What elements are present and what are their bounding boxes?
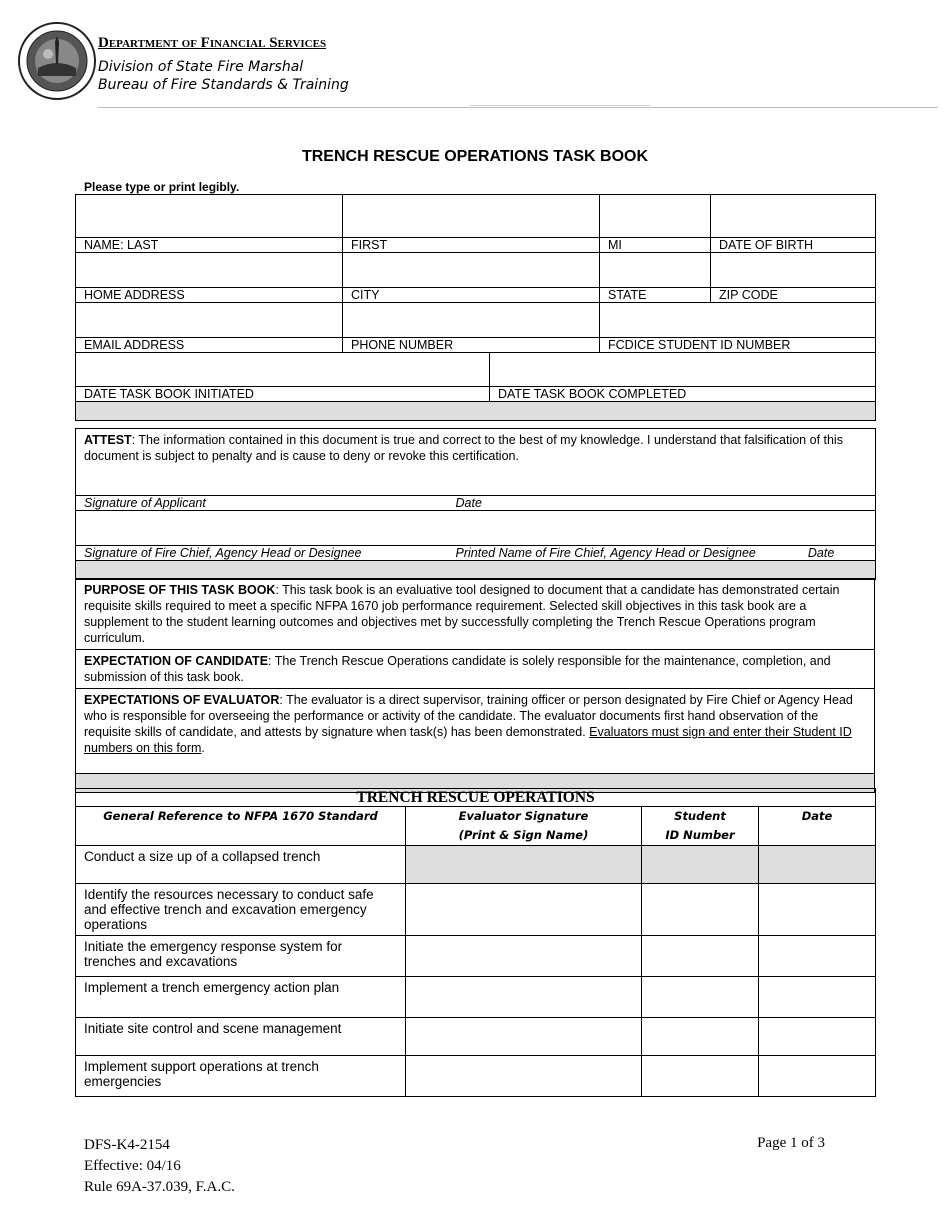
attest-label: ATTEST [84, 433, 132, 447]
purpose-text: : This task book is an evaluative tool designed to document that a candidate has demonstrated certain requisite skills required to meet a specific NFPA 1670 job performance requirement. Selected skill objectives in this task book are a supplement to the student learning outcomes and objectives met by successfully completing the Trench Rescue Operations program curriculum. [84, 583, 840, 645]
table-row [76, 977, 876, 1018]
evaluator-end: . [201, 741, 205, 755]
evaluator-label: EXPECTATIONS OF EVALUATOR [84, 693, 280, 707]
task-description: Identify the resources necessary to conduct safe and effective trench and excavation emergency operations [76, 884, 406, 936]
page-number: Page 1 of 3 [757, 1135, 825, 1151]
task-description: Initiate the emergency response system for trenches and excavations [76, 936, 406, 977]
state-label: STATE [600, 288, 711, 303]
last-name-input[interactable] [76, 195, 343, 238]
operations-caption: TRENCH RESCUE OPERATIONS [76, 789, 876, 807]
table-row [76, 1056, 876, 1097]
state-input[interactable] [600, 253, 711, 288]
student-id-cell[interactable] [642, 1018, 759, 1056]
date-cell[interactable] [759, 1018, 876, 1056]
student-id-cell[interactable] [642, 936, 759, 977]
task-description: Implement support operations at trench emergencies [76, 1056, 406, 1097]
form-footer [84, 1135, 235, 1198]
evaluator-section [76, 689, 875, 774]
col-header-signature-line2: (Print & Sign Name) [458, 828, 589, 842]
col-header-student-id-line2: ID Number [665, 828, 735, 842]
dob-input[interactable] [711, 195, 876, 238]
date-completed-input[interactable] [490, 353, 876, 387]
effective-date: Effective: 04/16 [84, 1158, 181, 1174]
candidate-text: : The Trench Rescue Operations candidate is solely responsible for the maintenance, completion, and submission of this task book. [84, 654, 831, 684]
first-name-label: FIRST [343, 238, 600, 253]
col-header-date: Date [759, 807, 876, 846]
evaluator-requirement: Evaluators must sign and enter their Student ID numbers on this form [84, 725, 852, 755]
date-cell[interactable] [759, 1056, 876, 1097]
evaluator-text: : The evaluator is a direct supervisor, training officer or person designated by Fire Chief or Agency Head who is responsible for overseeing the performance or activity of the candidate. The evaluator documents first hand observation of the requisite skills of candidate, and attests by signature when task(s) has been demonstrated. [84, 693, 853, 739]
division-name: Division of State Fire Marshal [98, 59, 304, 75]
first-name-input[interactable] [343, 195, 600, 238]
address-input[interactable] [76, 253, 343, 288]
table-row [76, 1018, 876, 1056]
dob-label: DATE OF BIRTH [711, 238, 876, 253]
student-id-cell[interactable] [642, 977, 759, 1018]
instruction-note: Please type or print legibly. [84, 180, 240, 194]
page-title: TRENCH RESCUE OPERATIONS TASK BOOK [301, 148, 649, 165]
col-header-student-id [642, 807, 759, 846]
task-book-dates-table [75, 352, 876, 421]
student-id-cell[interactable] [642, 1056, 759, 1097]
task-description: Implement a trench emergency action plan [76, 977, 406, 1018]
candidate-label: EXPECTATION OF CANDIDATE [84, 654, 269, 668]
email-input[interactable] [76, 303, 343, 338]
zip-label: ZIP CODE [711, 288, 876, 303]
mi-label: MI [600, 238, 711, 253]
phone-input[interactable] [343, 303, 600, 338]
applicant-date-label: Date [448, 496, 876, 511]
operations-table [75, 788, 876, 1097]
task-description: Initiate site control and scene management [76, 1018, 406, 1056]
evaluator-signature-cell[interactable] [406, 1018, 642, 1056]
mi-input[interactable] [600, 195, 711, 238]
date-cell[interactable] [759, 977, 876, 1018]
col-header-signature [406, 807, 642, 846]
chief-date-label: Date [807, 546, 835, 560]
date-cell[interactable] [759, 846, 876, 884]
last-name-label: NAME: LAST [76, 238, 343, 253]
department-name: Department of Financial Services [98, 35, 327, 51]
student-id-cell[interactable] [642, 884, 759, 936]
table-row [76, 936, 876, 977]
bureau-name: Bureau of Fire Standards & Training [98, 77, 349, 93]
email-label: EMAIL ADDRESS [76, 338, 343, 353]
purpose-label: PURPOSE OF THIS TASK BOOK [84, 583, 276, 597]
chief-signature-input[interactable] [76, 511, 876, 546]
phone-label: PHONE NUMBER [343, 338, 600, 353]
applicant-signature-label: Signature of Applicant [76, 496, 448, 511]
date-cell[interactable] [759, 884, 876, 936]
attest-table [75, 428, 876, 580]
separator-bar [76, 402, 876, 421]
florida-state-seal-icon [18, 20, 96, 102]
evaluator-signature-cell[interactable] [406, 936, 642, 977]
rule-reference: Rule 69A-37.039, F.A.C. [84, 1179, 235, 1195]
date-initiated-label: DATE TASK BOOK INITIATED [76, 387, 490, 402]
form-number: DFS-K4-2154 [84, 1137, 170, 1153]
address-label: HOME ADDRESS [76, 288, 343, 303]
evaluator-signature-cell[interactable] [406, 846, 642, 884]
chief-printed-name-label: Printed Name of Fire Chief, Agency Head or Designee [455, 546, 756, 560]
instructions-table [75, 578, 875, 793]
evaluator-signature-cell[interactable] [406, 884, 642, 936]
attest-text: : The information contained in this document is true and correct to the best of my knowledge. I understand that falsification of this document is subject to penalty and is cause to deny or revoke this certification. [84, 433, 843, 463]
student-id-input[interactable] [600, 303, 876, 338]
col-header-reference: General Reference to NFPA 1670 Standard [76, 807, 406, 846]
purpose-section [76, 579, 875, 650]
applicant-info-table [75, 194, 876, 353]
city-label: CITY [343, 288, 600, 303]
table-row [76, 884, 876, 936]
date-cell[interactable] [759, 936, 876, 977]
col-header-student-id-line1: Student [674, 809, 726, 823]
task-description: Conduct a size up of a collapsed trench [76, 846, 406, 884]
header-rule [98, 107, 938, 108]
candidate-section [76, 650, 875, 689]
table-row [76, 846, 876, 884]
chief-signature-label: Signature of Fire Chief, Agency Head or Designee [76, 546, 448, 561]
header-rule-accent [470, 105, 650, 106]
separator-bar [76, 561, 876, 580]
date-initiated-input[interactable] [76, 353, 490, 387]
attest-statement [76, 429, 876, 496]
date-completed-label: DATE TASK BOOK COMPLETED [490, 387, 876, 402]
student-id-cell[interactable] [642, 846, 759, 884]
student-id-label: FCDICE STUDENT ID NUMBER [600, 338, 876, 353]
evaluator-signature-cell[interactable] [406, 1056, 642, 1097]
city-input[interactable] [343, 253, 600, 288]
col-header-signature-line1: Evaluator Signature [458, 809, 589, 823]
evaluator-signature-cell[interactable] [406, 977, 642, 1018]
zip-input[interactable] [711, 253, 876, 288]
